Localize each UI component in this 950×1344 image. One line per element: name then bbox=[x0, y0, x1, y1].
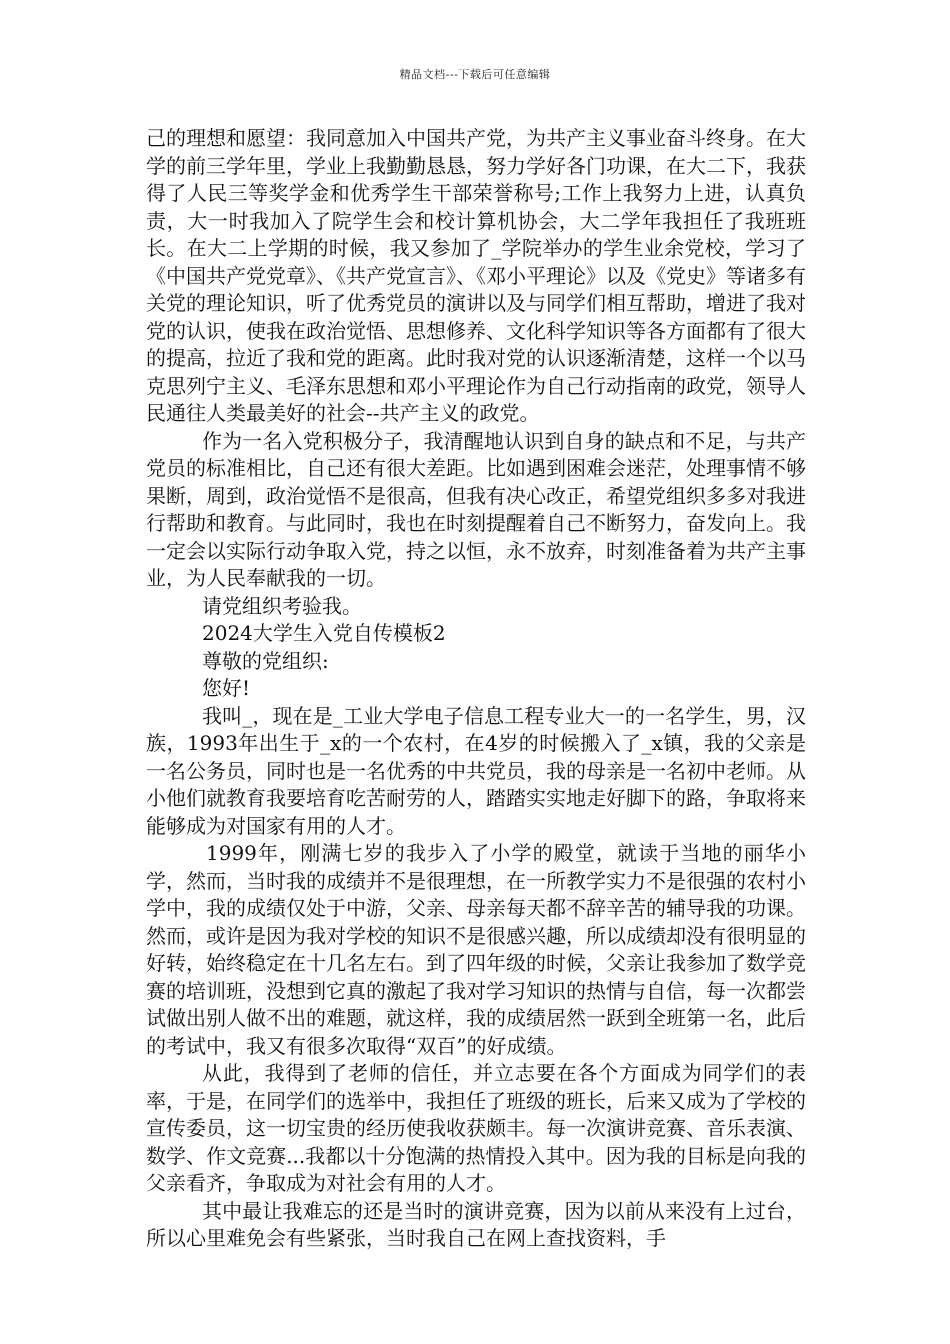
page-header: 精品文档---下载后可任意编辑 bbox=[399, 68, 551, 81]
paragraph-primary-school: 1999年，刚满七岁的我步入了小学的殿堂，就读于当地的丽华小学，然而，当时我的成绩并不是很理想，在一所教学实力不是很强的农村小学中，我的成绩仅处于中游，父亲、母亲每天都不辞辛苦的辅导我的功课。然而，或许是因为我对学校的知识不是很感兴趣，所以成绩却没有很明显的好转，始终稳定在十几名左右。到了四年级的时候，父亲让我参加了数学竞赛的培训班，没想到它真的激起了我对学习知识的热情与自信，每一次都尝试做出别人做不出的难题，就这样，我的成绩居然一跃到全班第一名，此后的考试中，我又有很多次取得“双百”的好成绩。 bbox=[146, 841, 806, 1058]
document-body bbox=[146, 125, 806, 1253]
closing-line: 请党组织考验我。 bbox=[202, 593, 362, 618]
paragraph-self-reflection: 作为一名入党积极分子，我清醒地认识到自身的缺点和不足，与共产党员的标准相比，自己还有很大差距。比如遇到困难会迷茫，处理事情不够果断，周到，政治觉悟不是很高，但我有决心改正，希望党组织多多对我进行帮助和教育。与此同时，我也在时刻提醒着自己不断努力，奋发向上。我一定会以实际行动争取入党，持之以恒，永不放弃，时刻准备着为共产主事业，为人民奉献我的一切。 bbox=[146, 428, 806, 590]
paragraph-introduction: 我叫_，现在是_工业大学电子信息工程专业大一的一名学生，男，汉族，1993年出生于_x的一个农村，在4岁的时候搬入了_x镇，我的父亲是一名公务员，同时也是一名优秀的中共党员，我的母亲是一名初中老师。从小他们就教育我要培育吃苦耐劳的人，踏踏实实地走好脚下的路，争取将来能够成为对国家有用的人才。 bbox=[146, 703, 806, 838]
greeting: 您好! bbox=[202, 676, 251, 700]
salutation: 尊敬的党组织: bbox=[202, 648, 329, 673]
section-title: 2024大学生入党自传模板2 bbox=[202, 621, 446, 645]
paragraph-speech-contest: 其中最让我难忘的还是当时的演讲竞赛，因为以前从来没有上过台，所以心里难免会有些紧张，当时我自己在网上查找资料，手 bbox=[146, 1198, 806, 1250]
paragraph-party-aspiration: 己的理想和愿望：我同意加入中国共产党，为共产主义事业奋斗终身。在大学的前三学年里，学业上我勤勤恳恳，努力学好各门功课，在大二下，我获得了人民三等奖学金和优秀学生干部荣誉称号;工作上我努力上进，认真负责，大一时我加入了院学生会和校计算机协会，大二学年我担任了我班班长。在大二上学期的时候，我又参加了_学院举办的学生业余党校，学习了《中国共产党党章》、《共产党宣言》、《邓小平理论》以及《党史》等诸多有关党的理论知识，听了优秀党员的演讲以及与同学们相互帮助，增进了我对党的认识，使我在政治觉悟、思想修养、文化科学知识等各方面都有了很大的提高，拉近了我和党的距离。此时我对党的认识逐渐清楚，这样一个以马克思列宁主义、毛泽东思想和邓小平理论作为自己行动指南的政党，领导人民通往人类最美好的社会--共产主义的政党。 bbox=[146, 126, 806, 425]
paragraph-class-leader: 从此，我得到了老师的信任，并立志要在各个方面成为同学们的表率，于是，在同学们的选举中，我担任了班级的班长，后来又成为了学校的宣传委员，这一切宝贵的经历使我收获颇丰。每一次演讲竞赛、音乐表演、数学、作文竞赛...我都以十分饱满的热情投入其中。因为我的目标是向我的父亲看齐，争取成为对社会有用的人才。 bbox=[146, 1061, 806, 1195]
